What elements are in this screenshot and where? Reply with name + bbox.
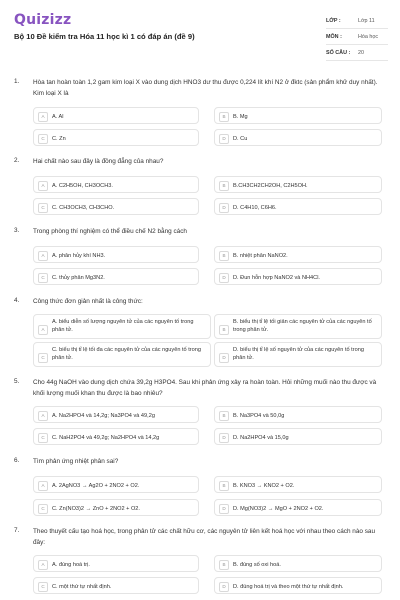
option-letter: C — [38, 353, 48, 363]
option-letter: B — [219, 481, 229, 491]
option-text: A. biểu diễn số lượng nguyên tử của các nguyên tố trong phân tử. — [52, 319, 194, 333]
option-letter: D — [219, 582, 229, 592]
worksheet-header — [0, 0, 400, 68]
question-text: Theo thuyết cấu tạo hoá học, trong phân tử các chất hữu cơ, các nguyên tử liên kết hoá học với nhau theo cách nào sau đây: — [33, 528, 376, 546]
option-a[interactable] — [33, 314, 211, 339]
option-letter: C — [38, 203, 48, 213]
meta-class-value: Lớp 11 — [358, 17, 375, 24]
option-text: C. Zn — [52, 135, 66, 142]
option-c[interactable] — [33, 577, 199, 594]
option-letter: C — [38, 273, 48, 283]
option-letter: B — [219, 560, 229, 570]
option-text: A. Al — [52, 113, 64, 120]
option-letter: C — [38, 433, 48, 443]
option-letter: A — [38, 112, 48, 122]
option-letter: C — [38, 134, 48, 144]
option-text: D. đúng hoá trị và theo một thứ tự nhất định. — [233, 583, 344, 590]
option-d[interactable] — [214, 198, 382, 215]
option-text: B. đúng số oxi hoá. — [233, 561, 281, 568]
option-c[interactable] — [33, 129, 199, 146]
question-number: 3. — [14, 227, 20, 234]
option-letter: B — [219, 181, 229, 191]
option-text: C. NaH2PO4 và 49,2g; Na2HPO4 và 14,2g — [52, 434, 160, 441]
meta-subject-row — [326, 29, 388, 45]
option-text: A. Na2HPO4 và 14,2g; Na3PO4 và 49,2g — [52, 412, 155, 419]
option-text: C. một thứ tự nhất định. — [52, 583, 112, 590]
option-letter: D — [219, 203, 229, 213]
option-b[interactable] — [214, 246, 382, 263]
option-text: B. Mg — [233, 113, 248, 120]
option-text: B. KNO3 → KNO2 + O2. — [233, 482, 295, 489]
question-number: 7. — [14, 527, 20, 534]
option-text: A. 2AgNO3 → Ag2O + 2NO2 + O2. — [52, 482, 140, 489]
option-d[interactable] — [214, 577, 382, 594]
option-text: D. Đun hỗn hợp NaNO2 và NH4Cl. — [233, 274, 320, 281]
option-b[interactable] — [214, 555, 382, 572]
question-number: 4. — [14, 297, 20, 304]
option-b[interactable] — [214, 476, 382, 493]
page-title: Bộ 10 Đề kiểm tra Hóa 11 học kì 1 có đáp án (đề 9) — [14, 32, 195, 41]
option-text: B. nhiệt phân NaNO2. — [233, 252, 288, 259]
option-text: D. Cu — [233, 135, 248, 142]
option-letter: B — [219, 112, 229, 122]
meta-class-row — [326, 13, 388, 29]
option-text: B. Na3PO4 và 50,0g — [233, 412, 285, 419]
option-text: D. C4H10, C6H6. — [233, 204, 277, 211]
option-letter: A — [38, 251, 48, 261]
option-text: A. đúng hoá trị. — [52, 561, 90, 568]
question-number: 1. — [14, 78, 20, 85]
option-letter: D — [219, 353, 229, 363]
option-letter: D — [219, 273, 229, 283]
option-a[interactable] — [33, 107, 199, 124]
option-letter: C — [38, 582, 48, 592]
option-c[interactable] — [33, 428, 199, 445]
option-a[interactable] — [33, 476, 199, 493]
option-c[interactable] — [33, 198, 199, 215]
option-letter: B — [219, 325, 229, 335]
option-letter: B — [219, 411, 229, 421]
option-letter: A — [38, 481, 48, 491]
option-b[interactable] — [214, 107, 382, 124]
option-text: A. C2H5OH, CH3OCH3. — [52, 182, 113, 189]
option-text: C. CH3OCH3, CH3CHO. — [52, 204, 115, 211]
option-a[interactable] — [33, 406, 199, 423]
option-d[interactable] — [214, 342, 382, 367]
option-text: C. biểu thị tỉ lệ tối đa các nguyên tử của các nguyên tố trong phân tử. — [52, 347, 201, 361]
option-d[interactable] — [214, 428, 382, 445]
option-text: A. phân hủy khí NH3. — [52, 252, 106, 259]
quizizz-logo[interactable]: Quizizz — [14, 12, 72, 28]
option-d[interactable] — [214, 129, 382, 146]
option-d[interactable] — [214, 499, 382, 516]
meta-count-row — [326, 45, 388, 61]
option-c[interactable] — [33, 342, 211, 367]
question-number: 5. — [14, 378, 20, 385]
option-letter: D — [219, 433, 229, 443]
option-letter: D — [219, 504, 229, 514]
option-a[interactable] — [33, 176, 199, 193]
option-c[interactable] — [33, 268, 199, 285]
option-text: D. Mg(NO3)2 → MgO + 2NO2 + O2. — [233, 505, 324, 512]
option-text: C. Zn(NO3)2 → ZnO + 2NO2 + O2. — [52, 505, 140, 512]
question-number: 6. — [14, 457, 20, 464]
option-letter: A — [38, 560, 48, 570]
option-text: B. biểu thị tỉ lệ tối giản các nguyên tử của các nguyên tố trong phân tử. — [233, 319, 372, 333]
meta-class-label: LỚP : — [326, 17, 341, 24]
option-text: D. biểu thị tỉ lệ số nguyên tử của các nguyên tố trong phân tử. — [233, 347, 364, 361]
option-letter: A — [38, 411, 48, 421]
option-b[interactable] — [214, 314, 382, 339]
option-letter: C — [38, 504, 48, 514]
option-b[interactable] — [214, 176, 382, 193]
meta-subject-label: MÔN : — [326, 33, 342, 40]
question-text: Hòa tan hoàn toàn 1,2 gam kim loại X vào dung dịch HNO3 dư thu được 0,224 lít khí N2 ở đktc (sản phẩm khử duy nhất). Kim loại X là — [33, 79, 378, 97]
option-letter: B — [219, 251, 229, 261]
option-text: C. thủy phân Mg3N2. — [52, 274, 105, 281]
meta-count-value: 20 — [358, 49, 364, 56]
question-text: Công thức đơn giản nhất là công thức: — [33, 298, 143, 305]
meta-table — [326, 13, 388, 61]
question-text: Tìm phản ứng nhiệt phân sai? — [33, 458, 119, 465]
question-text: Cho 44g NaOH vào dung dịch chứa 39,2g H3PO4. Sau khi phản ứng xảy ra hoàn toàn. Hỏi những muối nào thu được và khối lượng muối khan thu được là bao nhiêu? — [33, 379, 377, 397]
option-a[interactable] — [33, 555, 199, 572]
meta-subject-value: Hóa học — [358, 33, 379, 40]
question-text: Trong phòng thí nghiệm có thể điều chế N2 bằng cách — [33, 228, 187, 235]
option-letter: D — [219, 134, 229, 144]
option-text: B.CH3CH2CH2OH, C2H5OH. — [233, 182, 308, 189]
option-a[interactable] — [33, 246, 199, 263]
question-number: 2. — [14, 157, 20, 164]
option-letter: A — [38, 325, 48, 335]
option-b[interactable] — [214, 406, 382, 423]
option-c[interactable] — [33, 499, 199, 516]
option-letter: A — [38, 181, 48, 191]
meta-count-label: SỐ CÂU : — [326, 49, 351, 56]
question-text: Hai chất nào sau đây là đồng đẳng của nhau? — [33, 158, 164, 165]
option-d[interactable] — [214, 268, 382, 285]
option-text: D. Na2HPO4 và 15,0g — [233, 434, 289, 441]
